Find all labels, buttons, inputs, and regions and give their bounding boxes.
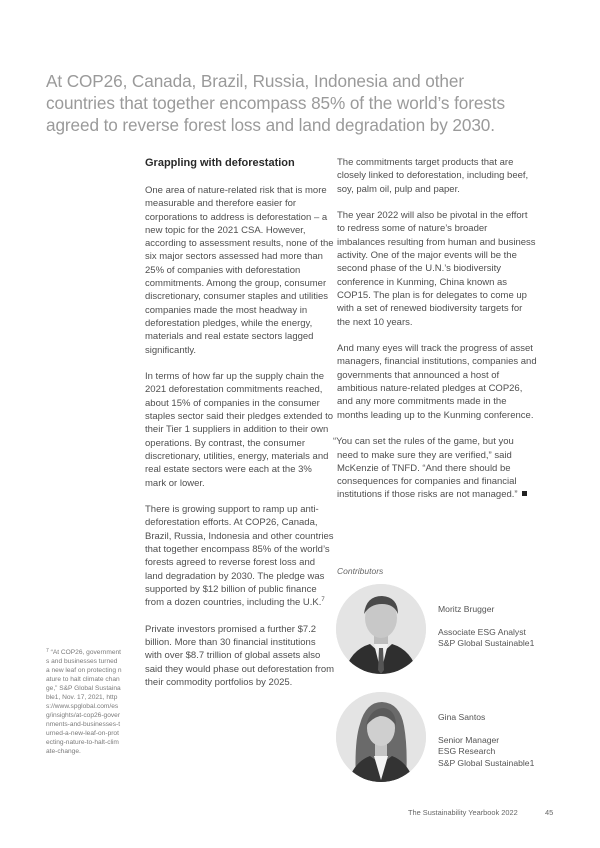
contributor-moritz-brugger xyxy=(438,604,534,650)
contributor-name: Moritz Brugger xyxy=(438,604,495,614)
contributor-name: Gina Santos xyxy=(438,712,486,722)
footnote-number: 7 xyxy=(46,648,49,654)
person-photo-icon xyxy=(336,584,426,674)
pull-quote: At COP26, Canada, Brazil, Russia, Indonesia and other countries that together encompass 85% of the world’s forests agreed to reverse forest loss and land degradation by 2030. xyxy=(46,71,505,135)
paragraph: In terms of how far up the supply chain the 2021 deforestation commitments reached, about 15% of companies in the consumer staples sector said their pledges extended to their Tier 1 suppliers in addition to their own operations. By contrast, the consumer discretionary, utilities, energy, materials and real estate sectors were each at the 3% mark or lower. xyxy=(145,371,334,489)
contributor-gina-santos xyxy=(438,712,534,769)
paragraph: Private investors promised a further $7.2 billion. More than 30 financial institutions with over $8.7 trillion of global assets also said they would phase out deforestation from their commodity portfolios by 2025. xyxy=(145,623,335,688)
contributor-title: Associate ESG Analyst xyxy=(438,626,526,637)
paragraph: One area of nature-related risk that is more measurable and therefore easier for corporations to address is deforestation – a new topic for the 2021 CSA. However, according to assessment results, none of the six major sectors assessed had more than 25% of companies with deforestation commitments. Among the group, consumer discretionary, consumer staples and utilities companies made the most headway in deforestation pledges, while the energy, materials and real estate sectors lagged significantly. xyxy=(145,185,334,356)
page-number: 45 xyxy=(545,808,554,817)
end-of-article-mark-icon xyxy=(522,491,527,496)
paragraph: The commitments target products that are closely linked to deforestation, including beef, soy, palm oil, pulp and paper. xyxy=(337,157,529,195)
footnote-reference[interactable]: 7 xyxy=(321,597,325,604)
paragraph: And many eyes will track the progress of asset managers, financial institutions, companies and governments that announced a host of ambitious nature-related pledges at COP26, and any more commitments made in the months leading up to the Kunming conference. xyxy=(337,343,537,421)
avatar-gina-santos xyxy=(336,692,426,782)
paragraph-text: There is growing support to ramp up anti-deforestation efforts. At COP26, Canada, Brazil, Russia, Indonesia and other countries that together encompass 85% of the world’s forests agreed to reverse forest loss and land degradation by 2030. The pledge was supported by $12 billion of public finance from a dozen countries, including the U.K. xyxy=(145,504,334,609)
contributor-title: Senior Manager xyxy=(438,734,500,745)
right-column xyxy=(333,156,537,515)
footnote-text: “At COP26, governments and businesses turned a new leaf on protecting nature to halt climate change,” S&P Global Sustainable1, Nov. 17, 2021, https://www.spglobal.com/esg/insights/at-cop26-governments-and-businesses-turned-a-new-leaf-on-protecting-nature-to-halt-climate-change. xyxy=(46,649,122,755)
avatar-moritz-brugger xyxy=(336,584,426,674)
paragraph xyxy=(145,503,335,609)
contributor-department: ESG Research xyxy=(438,746,496,756)
closing-quote xyxy=(333,435,537,501)
left-column xyxy=(145,156,335,703)
paragraph: The year 2022 will also be pivotal in the effort to redress some of nature’s broader imbalances resulting from human and business activity. One of the major events will be the second phase of the U.N.’s biodiversity conference in Kunming, China known as COP15. The plan is for delegates to come up with a set of renewed biodiversity targets for the next 10 years. xyxy=(337,210,536,328)
contributor-organization: S&P Global Sustainable1 xyxy=(438,757,535,768)
contributors-label: Contributors xyxy=(337,566,384,576)
quote-text: “You can set the rules of the game, but you need to make sure they are verified,” said McKenzie of TNFD. “And there should be consequences for companies and financial institutions if those risks are not managed.” xyxy=(333,436,518,501)
footer-publication-title: The Sustainability Yearbook 2022 xyxy=(408,808,518,817)
section-heading: Grappling with deforestation xyxy=(145,157,295,169)
footnote xyxy=(46,647,122,756)
person-photo-icon xyxy=(336,692,426,782)
contributor-organization: S&P Global Sustainable1 xyxy=(438,638,535,648)
